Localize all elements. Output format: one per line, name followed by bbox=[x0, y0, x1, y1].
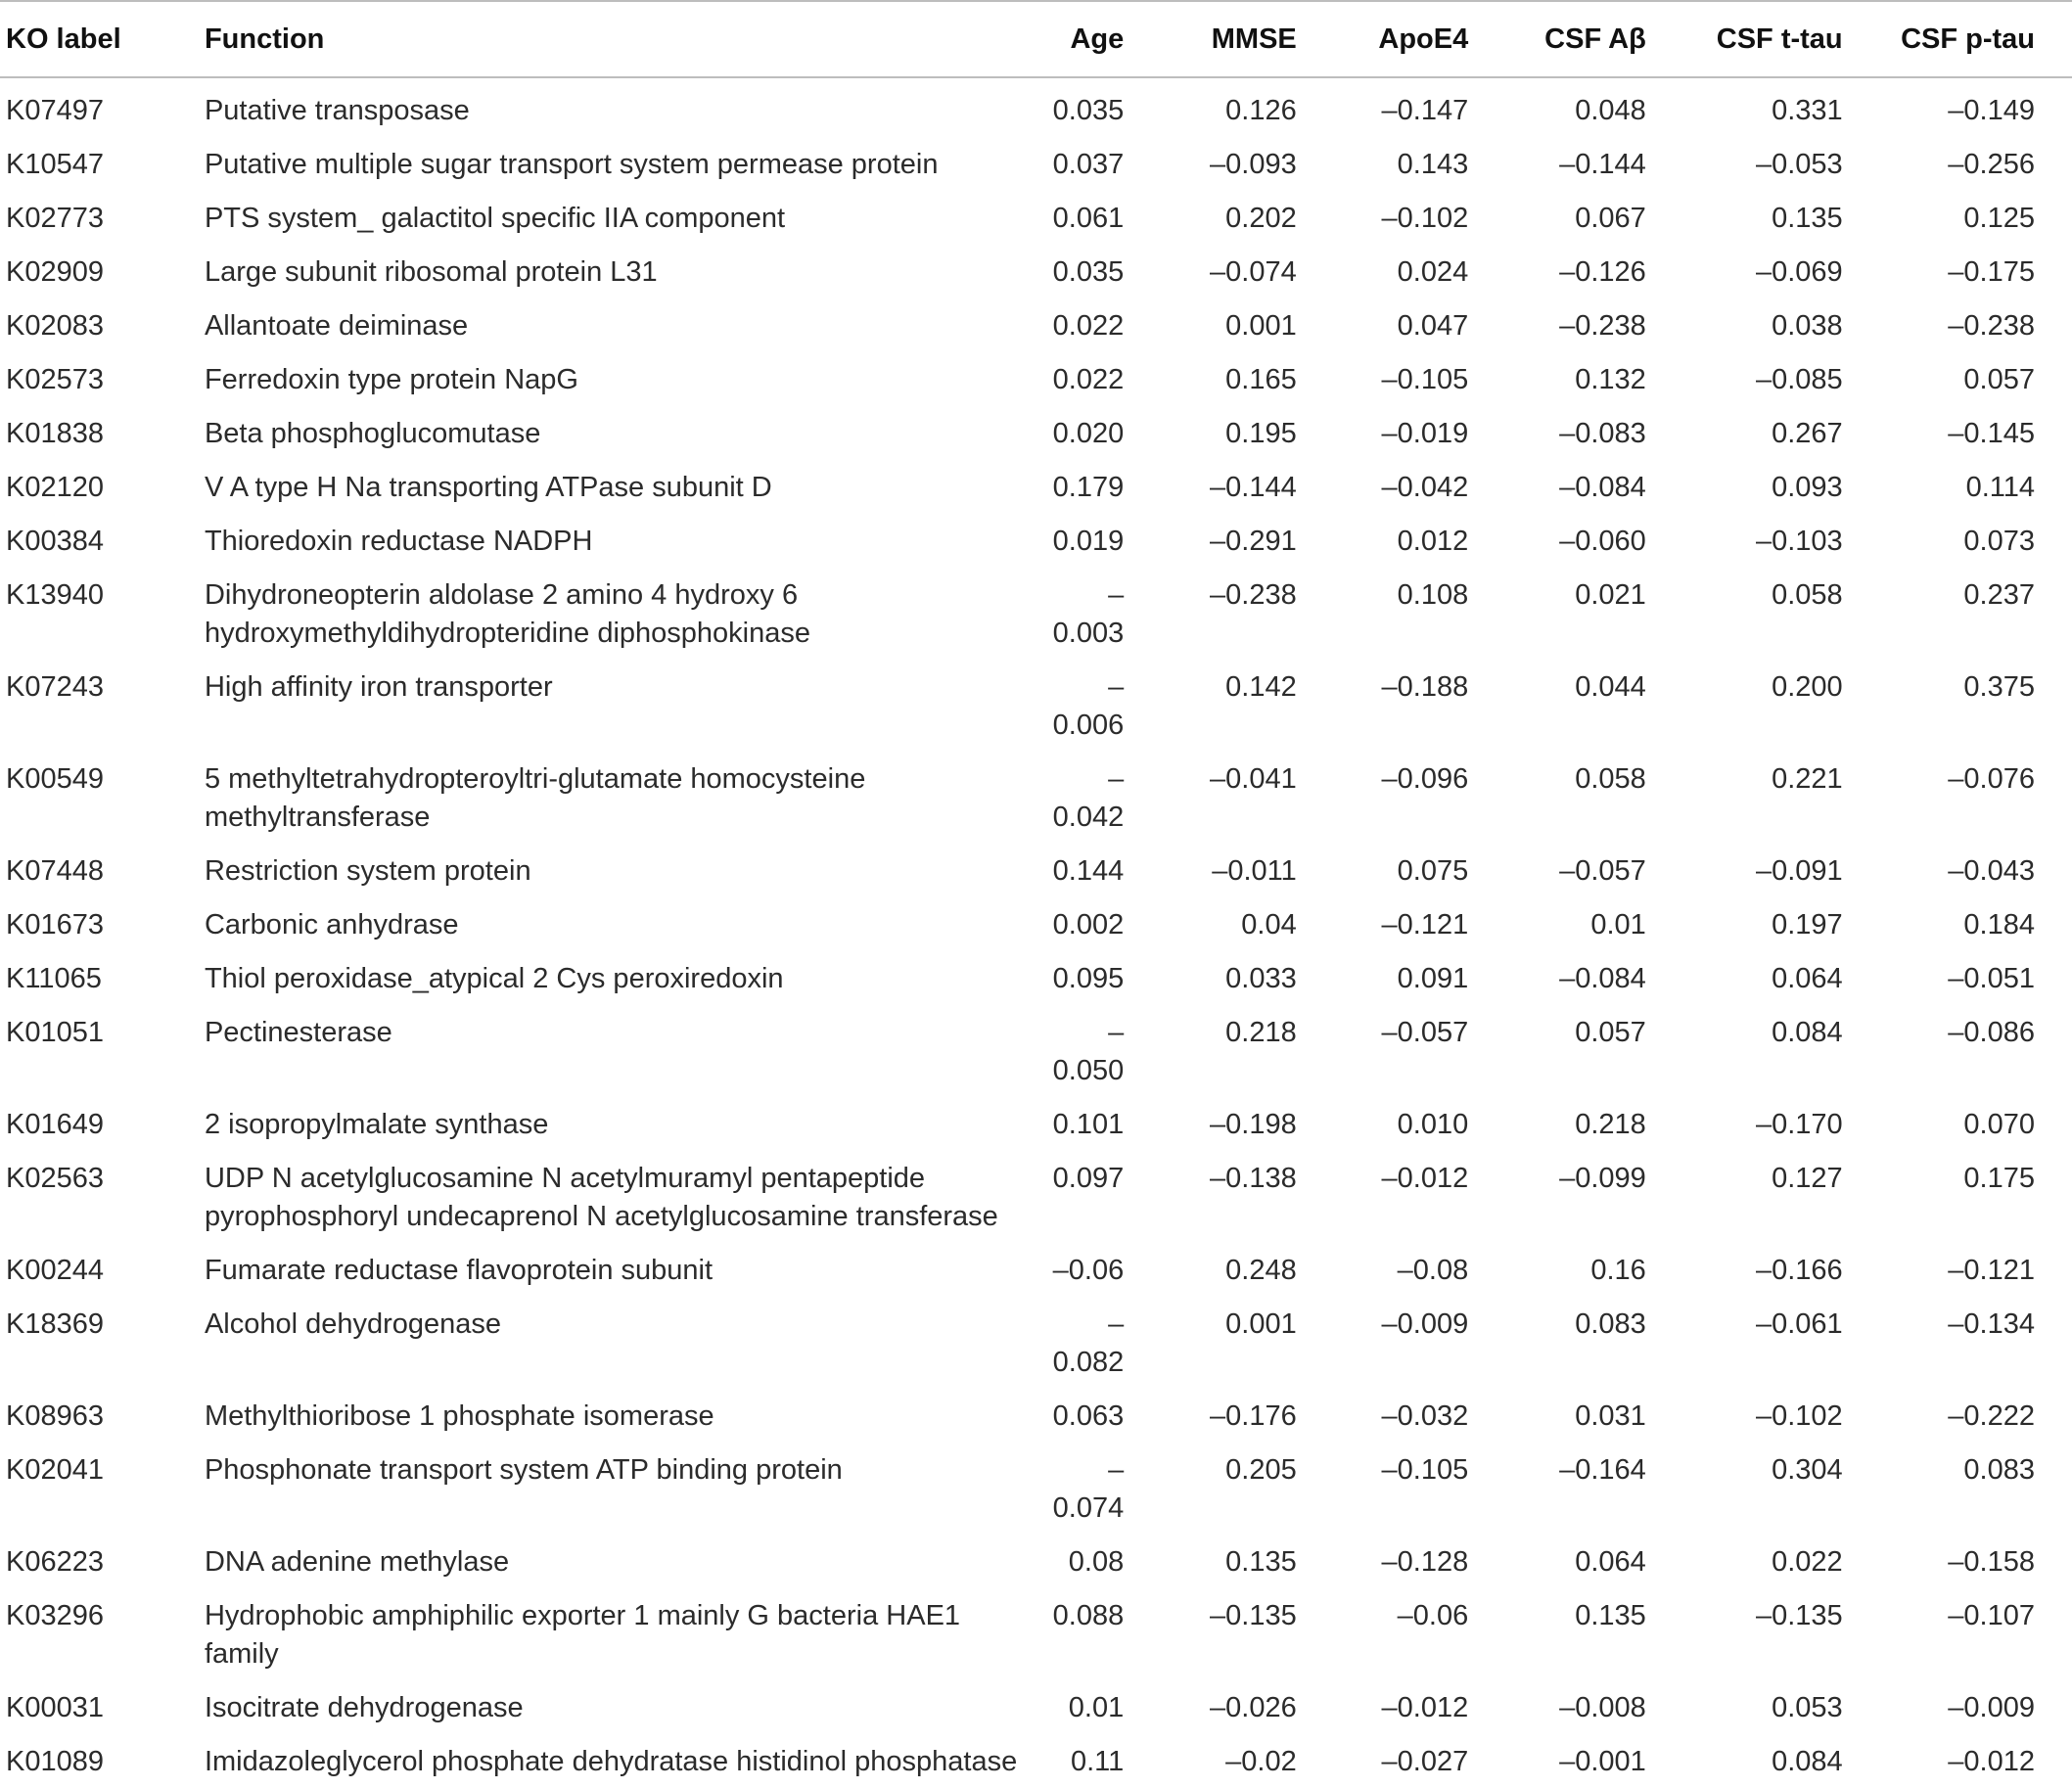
csf-p-tau-cell: 0.070 bbox=[1963, 1109, 2035, 1140]
mmse-cell: 0.04 bbox=[1241, 909, 1297, 940]
header-csf-t-tau: CSF t-tau bbox=[1716, 23, 1843, 55]
apoe4-cell: –0.012 bbox=[1381, 1163, 1469, 1194]
ko-label-cell: K00384 bbox=[6, 526, 104, 557]
csf-t-tau-cell: –0.103 bbox=[1755, 526, 1843, 557]
apoe4-cell: –0.009 bbox=[1381, 1308, 1469, 1340]
table-row bbox=[0, 898, 2072, 952]
age-cell: –0.006 bbox=[1052, 671, 1125, 741]
function-cell: Thiol peroxidase_atypical 2 Cys peroxiredoxin bbox=[204, 963, 784, 994]
csf-t-tau-cell: 0.221 bbox=[1772, 763, 1843, 795]
apoe4-cell: 0.108 bbox=[1397, 579, 1469, 611]
csf-p-tau-cell: –0.175 bbox=[1948, 256, 2035, 288]
table-row bbox=[0, 515, 2072, 569]
header-csf-abeta: CSF Aβ bbox=[1544, 23, 1646, 55]
csf-p-tau-cell: –0.134 bbox=[1948, 1308, 2035, 1340]
age-cell: 0.144 bbox=[1052, 855, 1125, 887]
csf-t-tau-cell: 0.084 bbox=[1772, 1017, 1843, 1048]
csf-t-tau-cell: 0.084 bbox=[1772, 1746, 1843, 1777]
apoe4-cell: –0.102 bbox=[1381, 203, 1469, 234]
mmse-cell: 0.205 bbox=[1225, 1454, 1297, 1486]
function-cell: Fumarate reductase flavoprotein subunit bbox=[204, 1255, 714, 1286]
age-cell: –0.06 bbox=[1052, 1255, 1125, 1286]
age-cell: 0.08 bbox=[1068, 1546, 1125, 1578]
ko-label-cell: K00031 bbox=[6, 1692, 104, 1723]
function-cell: PTS system_ galactitol specific IIA component bbox=[204, 203, 786, 234]
ko-label-cell: K02909 bbox=[6, 256, 104, 288]
function-cell: DNA adenine methylase bbox=[204, 1546, 510, 1578]
age-cell: 0.088 bbox=[1052, 1600, 1125, 1631]
age-cell: 0.095 bbox=[1052, 963, 1125, 994]
ko-label-cell: K01089 bbox=[6, 1746, 104, 1777]
function-cell: Ferredoxin type protein NapG bbox=[204, 364, 578, 395]
csf-p-tau-cell: –0.238 bbox=[1948, 310, 2035, 342]
csf-abeta-cell: 0.132 bbox=[1575, 364, 1646, 395]
age-cell: –0.003 bbox=[1052, 579, 1125, 649]
csf-t-tau-cell: –0.102 bbox=[1755, 1400, 1843, 1432]
age-cell: 0.01 bbox=[1068, 1692, 1125, 1723]
csf-t-tau-cell: 0.331 bbox=[1772, 95, 1843, 126]
apoe4-cell: –0.096 bbox=[1381, 763, 1469, 795]
table-row bbox=[0, 1390, 2072, 1444]
csf-abeta-cell: –0.001 bbox=[1559, 1746, 1646, 1777]
apoe4-cell: –0.105 bbox=[1381, 364, 1469, 395]
age-cell: 0.019 bbox=[1052, 526, 1125, 557]
ko-label-cell: K00244 bbox=[6, 1255, 104, 1286]
csf-p-tau-cell: –0.076 bbox=[1948, 763, 2035, 795]
csf-abeta-cell: 0.135 bbox=[1575, 1600, 1646, 1631]
age-cell: 0.037 bbox=[1052, 149, 1125, 180]
table-row bbox=[0, 1098, 2072, 1152]
csf-t-tau-cell: 0.197 bbox=[1772, 909, 1843, 940]
mmse-cell: 0.195 bbox=[1225, 418, 1297, 449]
apoe4-cell: –0.128 bbox=[1381, 1546, 1469, 1578]
table-row bbox=[0, 1444, 2072, 1536]
function-cell: Allantoate deiminase bbox=[204, 310, 469, 342]
ko-label-cell: K13940 bbox=[6, 579, 104, 611]
ko-label-cell: K02563 bbox=[6, 1163, 104, 1194]
header-ko-label: KO label bbox=[6, 23, 121, 55]
header-mmse: MMSE bbox=[1211, 23, 1297, 55]
csf-t-tau-cell: –0.085 bbox=[1755, 364, 1843, 395]
csf-t-tau-cell: –0.091 bbox=[1755, 855, 1843, 887]
csf-t-tau-cell: –0.170 bbox=[1755, 1109, 1843, 1140]
apoe4-cell: –0.06 bbox=[1397, 1600, 1469, 1631]
csf-p-tau-cell: 0.083 bbox=[1963, 1454, 2035, 1486]
csf-p-tau-cell: –0.086 bbox=[1948, 1017, 2035, 1048]
mmse-cell: –0.176 bbox=[1210, 1400, 1297, 1432]
csf-abeta-cell: –0.099 bbox=[1559, 1163, 1646, 1194]
csf-p-tau-cell: 0.114 bbox=[1965, 472, 2035, 503]
csf-abeta-cell: –0.084 bbox=[1559, 963, 1646, 994]
table-row bbox=[0, 1681, 2072, 1735]
ko-label-cell: K18369 bbox=[6, 1308, 104, 1340]
age-cell: 0.035 bbox=[1052, 95, 1125, 126]
csf-abeta-cell: 0.067 bbox=[1575, 203, 1646, 234]
age-cell: 0.022 bbox=[1052, 364, 1125, 395]
function-cell: 2 isopropylmalate synthase bbox=[204, 1109, 549, 1140]
csf-p-tau-cell: –0.043 bbox=[1948, 855, 2035, 887]
csf-p-tau-cell: –0.222 bbox=[1948, 1400, 2035, 1432]
csf-t-tau-cell: –0.061 bbox=[1755, 1308, 1843, 1340]
mmse-cell: –0.093 bbox=[1210, 149, 1297, 180]
mmse-cell: –0.026 bbox=[1210, 1692, 1297, 1723]
header-age: Age bbox=[1070, 23, 1125, 55]
mmse-cell: –0.238 bbox=[1210, 579, 1297, 611]
csf-p-tau-cell: –0.107 bbox=[1948, 1600, 2035, 1631]
table-row bbox=[0, 1735, 2072, 1789]
function-cell: High affinity iron transporter bbox=[204, 671, 553, 703]
csf-abeta-cell: 0.218 bbox=[1575, 1109, 1646, 1140]
function-cell: Putative transposase bbox=[204, 95, 470, 126]
csf-p-tau-cell: 0.125 bbox=[1963, 203, 2035, 234]
csf-p-tau-cell: 0.057 bbox=[1963, 364, 2035, 395]
csf-abeta-cell: –0.084 bbox=[1559, 472, 1646, 503]
apoe4-cell: –0.105 bbox=[1381, 1454, 1469, 1486]
table-row bbox=[0, 461, 2072, 515]
csf-p-tau-cell: –0.009 bbox=[1948, 1692, 2035, 1723]
table-row bbox=[0, 1244, 2072, 1298]
age-cell: 0.020 bbox=[1052, 418, 1125, 449]
function-cell: Hydrophobic amphiphilic exporter 1 mainly G bacteria HAE1 family bbox=[204, 1600, 961, 1670]
table-row bbox=[0, 952, 2072, 1006]
table-row bbox=[0, 407, 2072, 461]
csf-t-tau-cell: 0.093 bbox=[1772, 472, 1843, 503]
function-cell: UDP N acetylglucosamine N acetylmuramyl pentapeptide pyrophosphoryl undecaprenol N acetylglucosamine transferase bbox=[204, 1163, 998, 1232]
age-cell: 0.101 bbox=[1052, 1109, 1125, 1140]
function-cell: Thioredoxin reductase NADPH bbox=[204, 526, 593, 557]
ko-label-cell: K02573 bbox=[6, 364, 104, 395]
ko-label-cell: K01673 bbox=[6, 909, 104, 940]
ko-label-cell: K02041 bbox=[6, 1454, 104, 1486]
table-row bbox=[0, 1298, 2072, 1390]
csf-abeta-cell: 0.16 bbox=[1590, 1255, 1646, 1286]
csf-p-tau-cell: 0.184 bbox=[1963, 909, 2035, 940]
function-cell: Isocitrate dehydrogenase bbox=[204, 1692, 524, 1723]
csf-abeta-cell: 0.031 bbox=[1575, 1400, 1646, 1432]
table-row bbox=[0, 753, 2072, 845]
function-cell: Pectinesterase bbox=[204, 1017, 392, 1048]
apoe4-cell: –0.032 bbox=[1381, 1400, 1469, 1432]
csf-abeta-cell: –0.164 bbox=[1559, 1454, 1646, 1486]
csf-t-tau-cell: 0.022 bbox=[1772, 1546, 1843, 1578]
table-body bbox=[0, 77, 2072, 1789]
csf-t-tau-cell: 0.058 bbox=[1772, 579, 1843, 611]
function-cell: 5 methyltetrahydropteroyltri-glutamate homocysteine methyltransferase bbox=[204, 763, 866, 833]
age-cell: 0.097 bbox=[1052, 1163, 1125, 1194]
csf-abeta-cell: –0.057 bbox=[1559, 855, 1646, 887]
age-cell: 0.061 bbox=[1052, 203, 1125, 234]
age-cell: –0.082 bbox=[1052, 1308, 1125, 1378]
csf-abeta-cell: –0.083 bbox=[1559, 418, 1646, 449]
mmse-cell: –0.144 bbox=[1210, 472, 1297, 503]
apoe4-cell: –0.121 bbox=[1381, 909, 1469, 940]
csf-p-tau-cell: –0.012 bbox=[1948, 1746, 2035, 1777]
ko-label-cell: K02773 bbox=[6, 203, 104, 234]
csf-abeta-cell: –0.126 bbox=[1559, 256, 1646, 288]
ko-label-cell: K07448 bbox=[6, 855, 104, 887]
mmse-cell: –0.011 bbox=[1212, 855, 1297, 887]
function-cell: Carbonic anhydrase bbox=[204, 909, 459, 940]
apoe4-cell: 0.091 bbox=[1397, 963, 1469, 994]
apoe4-cell: –0.042 bbox=[1381, 472, 1469, 503]
csf-t-tau-cell: 0.304 bbox=[1772, 1454, 1843, 1486]
table-row bbox=[0, 1006, 2072, 1098]
mmse-cell: –0.02 bbox=[1225, 1746, 1297, 1777]
csf-abeta-cell: 0.057 bbox=[1575, 1017, 1646, 1048]
csf-abeta-cell: –0.144 bbox=[1559, 149, 1646, 180]
mmse-cell: 0.202 bbox=[1225, 203, 1297, 234]
csf-abeta-cell: 0.021 bbox=[1575, 579, 1646, 611]
ko-label-cell: K01649 bbox=[6, 1109, 104, 1140]
csf-p-tau-cell: –0.145 bbox=[1948, 418, 2035, 449]
mmse-cell: 0.033 bbox=[1225, 963, 1297, 994]
csf-abeta-cell: 0.058 bbox=[1575, 763, 1646, 795]
table-row bbox=[0, 353, 2072, 407]
csf-p-tau-cell: –0.256 bbox=[1948, 149, 2035, 180]
apoe4-cell: –0.012 bbox=[1381, 1692, 1469, 1723]
ko-label-cell: K06223 bbox=[6, 1546, 104, 1578]
mmse-cell: –0.138 bbox=[1210, 1163, 1297, 1194]
header-apoe4: ApoE4 bbox=[1378, 23, 1469, 55]
table-row bbox=[0, 138, 2072, 192]
function-cell: Imidazoleglycerol phosphate dehydratase histidinol phosphatase bbox=[204, 1746, 1018, 1777]
age-cell: –0.074 bbox=[1052, 1454, 1125, 1524]
mmse-cell: 0.248 bbox=[1225, 1255, 1297, 1286]
mmse-cell: 0.001 bbox=[1225, 1308, 1297, 1340]
table-row bbox=[0, 77, 2072, 138]
ko-label-cell: K01051 bbox=[6, 1017, 104, 1048]
table-header-row bbox=[0, 1, 2072, 77]
apoe4-cell: –0.147 bbox=[1381, 95, 1469, 126]
table-row bbox=[0, 1589, 2072, 1681]
ko-label-cell: K02120 bbox=[6, 472, 104, 503]
table-row bbox=[0, 299, 2072, 353]
csf-t-tau-cell: 0.127 bbox=[1772, 1163, 1843, 1194]
function-cell: Alcohol dehydrogenase bbox=[204, 1308, 502, 1340]
ko-label-cell: K11065 bbox=[6, 963, 102, 994]
mmse-cell: 0.218 bbox=[1225, 1017, 1297, 1048]
age-cell: 0.002 bbox=[1052, 909, 1125, 940]
csf-p-tau-cell: 0.175 bbox=[1963, 1163, 2035, 1194]
mmse-cell: –0.041 bbox=[1210, 763, 1297, 795]
csf-t-tau-cell: 0.267 bbox=[1772, 418, 1843, 449]
apoe4-cell: –0.057 bbox=[1381, 1017, 1469, 1048]
csf-abeta-cell: –0.060 bbox=[1559, 526, 1646, 557]
function-cell: Dihydroneopterin aldolase 2 amino 4 hydroxy 6 hydroxymethyldihydropteridine diphosphokinase bbox=[204, 579, 810, 649]
csf-t-tau-cell: 0.064 bbox=[1772, 963, 1843, 994]
csf-p-tau-cell: 0.375 bbox=[1963, 671, 2035, 703]
csf-p-tau-cell: –0.121 bbox=[1948, 1255, 2035, 1286]
csf-p-tau-cell: 0.237 bbox=[1963, 579, 2035, 611]
ko-label-cell: K02083 bbox=[6, 310, 104, 342]
table-row bbox=[0, 1152, 2072, 1244]
ko-label-cell: K07243 bbox=[6, 671, 104, 703]
csf-t-tau-cell: –0.135 bbox=[1755, 1600, 1843, 1631]
apoe4-cell: 0.010 bbox=[1397, 1109, 1469, 1140]
csf-abeta-cell: 0.064 bbox=[1575, 1546, 1646, 1578]
apoe4-cell: –0.019 bbox=[1381, 418, 1469, 449]
csf-t-tau-cell: 0.038 bbox=[1772, 310, 1843, 342]
header-csf-p-tau: CSF p-tau bbox=[1901, 23, 2035, 55]
apoe4-cell: 0.024 bbox=[1397, 256, 1469, 288]
table-row bbox=[0, 661, 2072, 753]
mmse-cell: 0.142 bbox=[1225, 671, 1297, 703]
table-row bbox=[0, 569, 2072, 661]
apoe4-cell: –0.08 bbox=[1397, 1255, 1469, 1286]
ko-label-cell: K07497 bbox=[6, 95, 104, 126]
csf-abeta-cell: 0.01 bbox=[1590, 909, 1646, 940]
age-cell: –0.042 bbox=[1052, 763, 1125, 833]
mmse-cell: –0.198 bbox=[1210, 1109, 1297, 1140]
apoe4-cell: 0.143 bbox=[1397, 149, 1469, 180]
function-cell: Methylthioribose 1 phosphate isomerase bbox=[204, 1400, 714, 1432]
mmse-cell: –0.074 bbox=[1210, 256, 1297, 288]
mmse-cell: –0.291 bbox=[1210, 526, 1297, 557]
function-cell: Putative multiple sugar transport system permease protein bbox=[204, 149, 939, 180]
function-cell: Phosphonate transport system ATP binding protein bbox=[204, 1454, 843, 1486]
apoe4-cell: –0.188 bbox=[1381, 671, 1469, 703]
csf-t-tau-cell: 0.135 bbox=[1772, 203, 1843, 234]
ko-label-cell: K10547 bbox=[6, 149, 104, 180]
csf-t-tau-cell: –0.053 bbox=[1755, 149, 1843, 180]
ko-label-cell: K00549 bbox=[6, 763, 104, 795]
function-cell: Beta phosphoglucomutase bbox=[204, 418, 541, 449]
table-row bbox=[0, 246, 2072, 299]
function-cell: Restriction system protein bbox=[204, 855, 531, 887]
function-cell: Large subunit ribosomal protein L31 bbox=[204, 256, 658, 288]
mmse-cell: –0.135 bbox=[1210, 1600, 1297, 1631]
age-cell: 0.022 bbox=[1052, 310, 1125, 342]
apoe4-cell: 0.075 bbox=[1397, 855, 1469, 887]
ko-label-cell: K03296 bbox=[6, 1600, 104, 1631]
apoe4-cell: –0.027 bbox=[1381, 1746, 1469, 1777]
csf-abeta-cell: 0.083 bbox=[1575, 1308, 1646, 1340]
csf-abeta-cell: –0.238 bbox=[1559, 310, 1646, 342]
csf-p-tau-cell: –0.158 bbox=[1948, 1546, 2035, 1578]
mmse-cell: 0.001 bbox=[1225, 310, 1297, 342]
age-cell: 0.179 bbox=[1052, 472, 1125, 503]
function-cell: V A type H Na transporting ATPase subunit D bbox=[204, 472, 772, 503]
age-cell: 0.035 bbox=[1052, 256, 1125, 288]
age-cell: 0.063 bbox=[1052, 1400, 1125, 1432]
csf-abeta-cell: 0.044 bbox=[1575, 671, 1646, 703]
apoe4-cell: 0.047 bbox=[1397, 310, 1469, 342]
ko-label-cell: K01838 bbox=[6, 418, 104, 449]
table-row bbox=[0, 192, 2072, 246]
age-cell: 0.11 bbox=[1070, 1746, 1125, 1777]
csf-p-tau-cell: –0.051 bbox=[1948, 963, 2035, 994]
csf-t-tau-cell: –0.166 bbox=[1755, 1255, 1843, 1286]
apoe4-cell: 0.012 bbox=[1397, 526, 1469, 557]
table-row bbox=[0, 1536, 2072, 1589]
header-function: Function bbox=[204, 23, 325, 55]
ko-label-cell: K08963 bbox=[6, 1400, 104, 1432]
mmse-cell: 0.135 bbox=[1225, 1546, 1297, 1578]
mmse-cell: 0.126 bbox=[1225, 95, 1297, 126]
csf-p-tau-cell: –0.149 bbox=[1948, 95, 2035, 126]
csf-t-tau-cell: –0.069 bbox=[1755, 256, 1843, 288]
table-row bbox=[0, 845, 2072, 898]
mmse-cell: 0.165 bbox=[1225, 364, 1297, 395]
csf-t-tau-cell: 0.053 bbox=[1772, 1692, 1843, 1723]
csf-abeta-cell: –0.008 bbox=[1559, 1692, 1646, 1723]
csf-p-tau-cell: 0.073 bbox=[1963, 526, 2035, 557]
csf-t-tau-cell: 0.200 bbox=[1772, 671, 1843, 703]
age-cell: –0.050 bbox=[1052, 1017, 1125, 1086]
csf-abeta-cell: 0.048 bbox=[1575, 95, 1646, 126]
